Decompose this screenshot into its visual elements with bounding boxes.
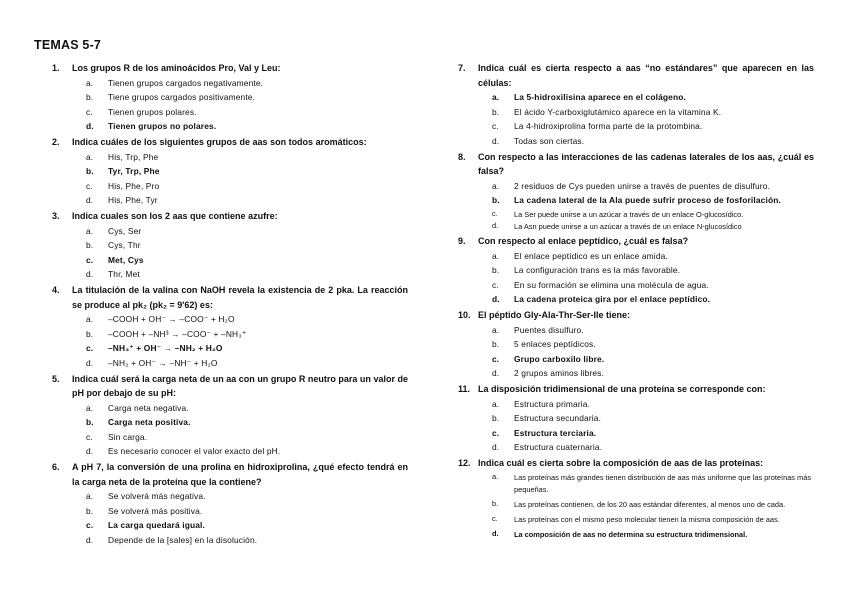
option	[492, 179, 814, 194]
option-text: His, Phe, Pro	[108, 180, 160, 191]
option-text: Estructura secundaria.	[514, 413, 602, 423]
option-letter: d.	[86, 534, 94, 545]
option-text: Tienen grupos polares.	[108, 106, 197, 117]
option-text: Puentes disulfuro.	[514, 324, 584, 335]
option-correct	[86, 119, 408, 134]
option-text: La configuración trans es la más favorable.	[514, 265, 681, 275]
option	[492, 397, 814, 412]
option-text: Depende de la [sales] en la disolución.	[108, 534, 258, 545]
option-text: La 4-hidroxiprolina forma parte de la protombina.	[514, 121, 703, 131]
option-letter: c.	[492, 121, 499, 131]
question-number: 8.	[458, 151, 466, 162]
option	[492, 220, 814, 233]
option-text: El ácido Y-carboxiglutámico aparece en la vitamina K.	[514, 106, 722, 117]
question	[458, 456, 814, 540]
option-text: Se volverá más negativa.	[108, 491, 206, 501]
option	[86, 533, 408, 548]
option-text: Es necesario conocer el valor exacto del pH.	[108, 446, 281, 456]
option-letter: d.	[86, 269, 94, 279]
option-text: La carga quedará igual.	[108, 520, 206, 530]
option-letter: d.	[492, 221, 499, 230]
option	[492, 105, 814, 120]
option-text: Cys, Ser	[108, 225, 142, 236]
question	[52, 460, 408, 547]
option-correct	[492, 352, 814, 367]
option-letter: d.	[492, 294, 500, 304]
option-text: His, Phe, Tyr	[108, 195, 158, 205]
option-text: Carga neta positiva.	[108, 417, 191, 427]
option-correct	[86, 341, 408, 356]
question-number: 12.	[458, 458, 471, 468]
option-text: Grupo carboxilo libre.	[514, 353, 605, 364]
option-text: Se volverá más positiva.	[108, 505, 203, 516]
question-text: La titulación de la valina con NaOH revela la existencia de 2 pka. La reacción se produce al pk₂ (pk₂ = 9'62) es:	[72, 285, 408, 310]
option-text: Las proteínas con el mismo peso molecular tienen la misma composición de aas.	[514, 514, 780, 524]
option	[492, 208, 814, 221]
option-text: 5 enlaces peptídicos.	[514, 339, 596, 349]
option-letter: c.	[86, 343, 94, 353]
question-number: 11.	[458, 384, 471, 394]
option	[86, 327, 408, 342]
option	[86, 401, 408, 416]
option-letter: c.	[492, 208, 498, 218]
option-text: Tyr, Trp, Phe	[108, 166, 160, 176]
page-title: TEMAS 5-7	[34, 38, 102, 52]
option-letter: d.	[86, 446, 94, 456]
option-text: Met, Cys	[108, 254, 144, 265]
option-letter: b.	[86, 240, 94, 250]
question-text: Con respecto a las interacciones de las cadenas laterales de los aas, ¿cuál es falsa?	[478, 151, 814, 176]
option-letter: d.	[492, 442, 500, 452]
option-letter: a.	[86, 77, 94, 88]
option	[492, 498, 814, 511]
option-letter: c.	[86, 254, 94, 265]
option	[86, 238, 408, 253]
option-letter: b.	[86, 166, 94, 176]
right-column	[458, 61, 814, 542]
option-text: El enlace peptídico es un enlace amida.	[514, 250, 668, 261]
option-text: Carga neta negativa.	[108, 402, 189, 413]
option	[492, 440, 814, 455]
question	[458, 150, 814, 233]
question-text: La disposición tridimensional de una proteína se corresponde con:	[478, 384, 766, 394]
option	[86, 224, 408, 239]
option-letter: b.	[492, 339, 500, 349]
option-letter: c.	[86, 431, 93, 442]
option	[492, 471, 814, 496]
question-number: 9.	[458, 236, 466, 246]
question-number: 5.	[52, 373, 60, 384]
option-text: En su formación se elimina una molécula de agua.	[514, 279, 709, 290]
question-number: 7.	[458, 63, 466, 73]
option-text: –NH₃⁺ + OH⁻ → –NH₂ + H₂O	[108, 343, 223, 353]
option-letter: b.	[492, 413, 500, 423]
option-letter: a.	[492, 471, 499, 481]
option	[86, 76, 408, 91]
option-letter: a.	[86, 225, 94, 236]
question-text: Los grupos R de los aminoácidos Pro, Val y Leu:	[72, 63, 281, 73]
option-text: Las proteínas contienen, de los 20 aas estándar diferentes, al menos uno de cada.	[514, 499, 786, 509]
option-text: Tienen grupos cargados negativamente.	[108, 77, 264, 88]
option-letter: b.	[492, 195, 500, 205]
option-text: –COOH + OH⁻ → –COO⁻ + H₂O	[108, 314, 235, 324]
option-letter: b.	[492, 265, 500, 275]
option-text: La cadena lateral de la Ala puede sufrir proceso de fosforilación.	[514, 195, 781, 205]
option-text: –COOH + –NH³ → –COO⁻ + –NH₃⁺	[108, 328, 247, 339]
option-correct	[492, 426, 814, 441]
option-letter: c.	[86, 520, 94, 530]
question-number: 10.	[458, 310, 471, 320]
option-letter: a.	[492, 92, 500, 102]
option-text: Estructura primaria.	[514, 398, 591, 409]
option-letter: b.	[86, 505, 94, 516]
option-correct	[86, 518, 408, 533]
option-text: Tiene grupos cargados positivamente.	[108, 92, 256, 102]
option	[492, 337, 814, 352]
option-correct	[86, 164, 408, 179]
left-column	[52, 61, 408, 549]
option-text: La composición de aas no determina su estructura tridimensional.	[514, 529, 748, 539]
question	[458, 382, 814, 455]
option	[492, 323, 814, 338]
question	[52, 372, 408, 459]
option-correct	[86, 415, 408, 430]
option	[492, 263, 814, 278]
option-correct	[492, 292, 814, 307]
question-text: Indica cuál es cierta sobre la composición de aas de las proteínas:	[478, 458, 764, 468]
option-letter: a.	[86, 314, 94, 324]
option-letter: a.	[86, 491, 94, 501]
option-letter: c.	[86, 180, 93, 191]
option	[86, 444, 408, 459]
option-letter: c.	[492, 513, 498, 523]
option-letter: b.	[86, 417, 94, 427]
option-letter: a.	[492, 180, 500, 191]
option	[492, 513, 814, 526]
question-number: 1.	[52, 63, 60, 73]
question-text: Indica cuáles de los siguientes grupos de aas son todos aromáticos:	[72, 137, 367, 147]
option	[492, 119, 814, 134]
option-letter: b.	[492, 498, 499, 508]
option	[86, 267, 408, 282]
question-text: Con respecto al enlace peptídico, ¿cuál es falsa?	[478, 236, 689, 246]
option-letter: b.	[86, 92, 94, 102]
question	[458, 234, 814, 307]
option-letter: d.	[86, 357, 94, 368]
option-text: His, Trp, Phe	[108, 151, 159, 162]
option-letter: d.	[86, 195, 94, 205]
option-text: Tienen grupos no polares.	[108, 121, 217, 131]
question-number: 4.	[52, 285, 60, 295]
question	[458, 61, 814, 148]
option	[492, 411, 814, 426]
question	[52, 135, 408, 208]
option-correct	[492, 193, 814, 208]
question	[458, 308, 814, 381]
option-letter: a.	[86, 402, 94, 413]
option-text: La Asn puede unirse a un azúcar a través de un enlace N-glucosídico	[514, 222, 742, 231]
option-letter: a.	[86, 151, 94, 162]
option	[86, 504, 408, 519]
option-text: Sin carga.	[108, 431, 148, 442]
option-correct	[492, 528, 814, 541]
question-number: 3.	[52, 211, 60, 221]
option	[86, 356, 408, 371]
question	[52, 209, 408, 282]
option	[86, 90, 408, 105]
option	[492, 278, 814, 293]
option	[86, 312, 408, 327]
option-correct	[86, 253, 408, 268]
option-text: Estructura terciaria.	[514, 427, 597, 438]
question-text: A pH 7, la conversión de una prolina en hidroxiprolina, ¿qué efecto tendrá en la carga neta de la proteína que la contiene?	[72, 462, 408, 487]
option-text: Las proteínas más grandes tienen distribución de aas más uniforme que las proteínas más pequeñas.	[514, 472, 812, 494]
option-letter: d.	[492, 135, 500, 146]
option-letter: a.	[492, 398, 500, 409]
question-number: 2.	[52, 137, 60, 147]
question-text: Indica cuál es cierta respecto a aas “no estándares” que aparecen en las células:	[478, 63, 814, 88]
question-text: Indica cuál será la carga neta de un aa con un grupo R neutro para un valor de pH por debajo de su pH:	[72, 373, 408, 398]
option-letter: a.	[492, 250, 500, 261]
option-letter: b.	[86, 328, 94, 339]
option	[86, 193, 408, 208]
option-letter: c.	[86, 106, 93, 117]
option-text: Thr, Met	[108, 269, 140, 279]
option	[492, 249, 814, 264]
option	[492, 134, 814, 149]
option-letter: d.	[86, 121, 94, 131]
option-letter: c.	[492, 353, 500, 364]
option-letter: c.	[492, 427, 500, 438]
option-correct	[492, 90, 814, 105]
question-number: 6.	[52, 462, 60, 472]
option-letter: a.	[492, 324, 500, 335]
option-letter: d.	[492, 368, 500, 378]
question	[52, 61, 408, 134]
option-text: Todas son ciertas.	[514, 135, 585, 146]
option	[86, 105, 408, 120]
option	[86, 430, 408, 445]
option-letter: d.	[492, 528, 499, 538]
option-letter: b.	[492, 106, 500, 117]
option-text: 2 grupos aminos libres.	[514, 368, 605, 378]
option-text: –NH₂ + OH⁻ → –NH⁻ + H₂O	[108, 357, 218, 368]
option	[492, 366, 814, 381]
question-text: El péptido Gly-Ala-Thr-Ser-Ile tiene:	[478, 310, 631, 320]
option-text: La Ser puede unirse a un azúcar a través de un enlace O-glucosídico.	[514, 209, 744, 219]
option	[86, 489, 408, 504]
option-text: 2 residuos de Cys pueden unirse a través de puentes de disulfuro.	[514, 180, 771, 191]
question-text: Indica cuales son los 2 aas que contiene azufre:	[72, 211, 278, 221]
option-text: Estructura cuaternaria.	[514, 442, 603, 452]
option	[86, 179, 408, 194]
option-letter: c.	[492, 279, 499, 290]
option-text: La cadena proteica gira por el enlace peptídico.	[514, 294, 711, 304]
option-text: Cys, Thr	[108, 240, 141, 250]
option	[86, 150, 408, 165]
option-text: La 5-hidroxilisina aparece en el colágeno.	[514, 92, 686, 102]
question	[52, 283, 408, 370]
